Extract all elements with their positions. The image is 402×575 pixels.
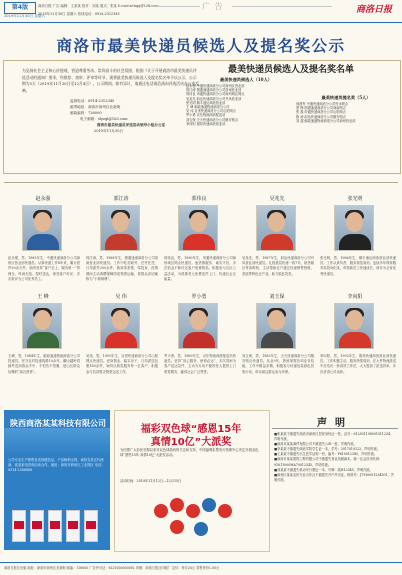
candidate-name: 郭伟良: [191, 196, 207, 202]
list-item: 刘 超 邮政速递物流商洛分公司商州营业部: [296, 118, 356, 123]
candidate-bio: 吴兆先，男，1987年生，韵达快递商洛分公司丹凤营业部快递员。扎根基层快递一线7年，熟悉辖区每条街巷，主动帮助农户通过快递销售核桃、香菇等特色农产品，助力脱贫攻坚。: [242, 256, 314, 276]
list-item: ■商州区某某农民专业合作社不慎遗失开户许可证，核准号：J7910001234501，声明作废。: [274, 472, 394, 482]
list-item: ■商洛市某某商贸有限公司不慎遗失公章一枚，声明作废。: [274, 442, 357, 447]
candidate-photo: [22, 205, 62, 251]
notice-address: 邮寄地址：商洛市商州区北新街: [70, 105, 121, 109]
list-item: ■商洛市某某建筑工程有限公司不慎遗失营业执照副本，统一社会信用代码：91611000MA70012345，声明作废。: [274, 457, 383, 467]
advertisement-banner: [4, 428, 110, 456]
footer-text: 商洛日报社出版 地址：商洛市商州区北新街 邮编：726000 广告许可证：6125004000001 印刷：商洛日报社印刷厂 定价：每月24元 零售每份1.00元: [4, 566, 220, 570]
list-item: 罗小勇 京东物流商洛配送站: [186, 113, 226, 118]
newspaper-logo: 商洛日报: [356, 5, 393, 15]
candidate-bio: 李向阳，男，1992年生，德邦快递商洛营业部快递员。工作积极主动，服务热情周到，在大件物流派送中总结出一套高效工作法，大大提高了派送效率，多次获得公司表彰。: [320, 354, 396, 374]
candidate-photo: [334, 205, 374, 251]
declaration-rule: [272, 428, 398, 429]
candidate-photo: [100, 205, 140, 251]
candidates-list: [186, 84, 294, 126]
declaration-title: 声明: [317, 418, 353, 429]
candidate-name: 吴兆先: [269, 196, 285, 202]
declaration-list: [274, 432, 396, 483]
nominees-list: [296, 102, 396, 123]
header-rule: [0, 22, 402, 23]
header-hotline: 2019年11月30日 星期六 热线电话：0914-2312345: [38, 12, 120, 16]
lottery-date: 活动时间：2019年11月12日—12月15日: [120, 479, 182, 483]
notice-organization: 商洛市最美快递员评选活动领导小组办公室: [96, 123, 166, 127]
candidate-name: 王 峰: [37, 294, 49, 300]
list-item: 郭伟良 申通快递商洛分公司商州城区网点: [186, 92, 245, 97]
candidate-name: 李向阳: [347, 294, 363, 300]
notice-email: 电子邮箱：slyzgl@163.com: [80, 117, 128, 121]
list-item: 李向阳 德邦快递商洛营业部: [186, 121, 226, 126]
list-item: 吴兆先 韵达快递商洛分公司丹凤营业部: [186, 96, 242, 101]
list-item: 张 磊 申通快递商洛分公司山阳网点: [296, 110, 346, 115]
notice-text: 为弘扬社会主义核心价值观，营造尊重劳动、崇尚奋斗的社会氛围，根据《关于开展商洛市最美快递员评选活动的通知》要求，经推荐、初审、评审等环节，现将最美快递员候选人及提名奖名单予以公示，公示期为5天（2019年11月30日至12月4日）。公示期间，如有异议，请通过电话或信函向评选活动办公室反映。: [22, 68, 200, 93]
list-item: 刘玉保 天天快递商洛分公司镇安网点: [186, 117, 239, 122]
list-item: ■李某某不慎遗失商洛学院学生证一本，学号：2017010123，声明作废。: [274, 447, 381, 452]
candidate-bio: 王峰，男，1984年生，邮政速递物流商洛分公司投递员。坚守农村投递线路10余年，翻山越岭将邮件送到群众手中，不怕苦不怕累，是山区群众信赖的“绿衣使者”。: [8, 354, 80, 374]
candidate-bio: 刘玉保，男，1983年生，天天快递商洛分公司镇安网点快递员。从业9年，熟练掌握各项业务技能，工作中精益求精，积极参与快递包装绿色回收行动，带动周边群众参与环保。: [242, 354, 314, 374]
list-item: 陈 涛 韵达快递商洛分公司镇安网点: [296, 114, 346, 119]
candidate-bio: 郭江涛，男，1988年生，圆通速递商洛分公司洛南营业部快递员。工作中吃苦耐劳、任劳任怨，日均派件200余件，做到零差错、零投诉，疫情期间主动请缨保障防疫物资运输，被群众亲切地称为“小郭师傅”。: [86, 256, 158, 281]
candidate-bio: 张光明，男，1986年生，顺丰速运商洛营业部快递员。工作认真负责，服务规范周到，连续多年保持服务零投诉纪录，带领新员工快速成长，被评为全省优秀快递员。: [320, 256, 396, 276]
header-divider-left: [150, 6, 200, 7]
list-item: 张光明 顺丰速运商洛营业部: [186, 100, 226, 105]
candidate-photo: [178, 303, 218, 349]
section-divider: [4, 182, 398, 183]
issue-date: 2019年11月30日 星期六: [4, 14, 45, 18]
footer-rule: [0, 562, 402, 563]
candidate-photo: [256, 303, 296, 349]
candidate-bio: 罗小勇，男，1989年生，京东物流商洛配送站快递员。坚持“用心服务、使命必达”，多次冒雨为客户送达急件，主动为行动不便的老人提供上门收寄服务，赢得社会广泛赞誉。: [164, 354, 236, 374]
candidate-name: 张光明: [347, 196, 363, 202]
candidate-bio: 郭伟良，男，1990年生，申通快递商洛分公司商州城区网点快递员。他热情服务、诚实守信，多次拾金不昧归还客户贵重物品，积极参与社区公益活动，为孤寡老人免费送件上门，传递社会正能量。: [164, 256, 236, 281]
section-label: 广 告: [202, 2, 224, 11]
advertiser-name: 陕西商洛某某科技有限公司: [10, 419, 106, 428]
candidate-bio: 赵永强，男，1985年生，中通快递商洛分公司商州区营业部快递员。从事快递工作8年来，累计派件30余万件，始终坚持“客户至上、服务第一”的理念，风雨无阻，按时送达，深受客户好评，多次被评为公司优秀员工。: [8, 256, 80, 281]
lottery-balls-graphic: [150, 494, 240, 546]
candidate-photo: [100, 303, 140, 349]
header-divider-right: [232, 6, 332, 7]
lottery-text: 为回馈广大彩民长期以来对双色球游戏的关注和支持，中国福利彩票发行管理中心决定开展双色球“感恩15年 真情10亿”大派奖活动。: [120, 448, 259, 457]
notice-date: 2019年11月30日: [94, 129, 124, 133]
candidate-photo: [256, 205, 296, 251]
notice-phone: 监督电话：0914-2312345: [70, 99, 115, 103]
candidates-list-heading: 最美快递员候选人（10人）: [220, 77, 272, 82]
product-bottles: [8, 502, 108, 542]
candidate-name: 赵永强: [35, 196, 51, 202]
page-title: 商洛市最美快递员候选人及提名奖公示: [56, 37, 346, 55]
list-item: ■王某某不慎遗失出生医学证明一份，编号：P610012345，声明作废。: [274, 452, 378, 457]
candidate-photo: [22, 303, 62, 349]
list-item: 郭江涛 圆通速递商洛分公司洛南营业部: [186, 88, 242, 93]
list-title: 最美快递员候选人及提名奖名单: [227, 65, 354, 75]
candidate-name: 罗小勇: [191, 294, 207, 300]
list-item: 王 峰 邮政速递物流商洛分公司: [186, 105, 230, 110]
list-item: 贾 锋 圆通速递商洛分公司商南网点: [296, 106, 346, 111]
notice-postcode: 邮政编码：726000: [70, 111, 102, 115]
list-item: ■刘某某不慎遗失机动车行驶证一本，号牌：陕H12345，声明作废。: [274, 467, 373, 472]
advertisement-text: 公司专业生产销售各类保健饮品，产品畅销全国，诚招各县区代理商，欢迎来电咨询洽谈合作。地址：商洛市商州区工业园区 电话：0914-2388888: [8, 458, 105, 472]
lottery-title-line2: 真情10亿”大派奖: [150, 437, 232, 448]
list-item: 吴 伟 百世快递商洛分公司山阳网点: [186, 109, 236, 114]
candidate-name: 郭江涛: [113, 196, 129, 202]
list-item: 何建军 中通快递商洛分公司柞水网点: [296, 102, 349, 106]
list-item: 赵永强 中通快递商洛分公司商州区营业部: [186, 84, 245, 88]
candidate-photo: [178, 205, 218, 251]
candidate-photo: [334, 303, 374, 349]
list-item: ■张某某不慎遗失商洛市商州区居民身份证一张，证号：612501198501011234，声明作废。: [274, 432, 394, 442]
candidate-name: 刘玉保: [269, 294, 285, 300]
candidate-name: 吴 伟: [115, 294, 127, 300]
candidate-bio: 吴伟，男，1991年生，百世快递商洛分公司山阳网点快递员。爱岗敬业、踏实肯干，日均派送包裹180余件，始终以微笑服务每一位客户，积极参与抗洪救灾物资运送工作。: [86, 354, 158, 374]
page-number: 第4版: [4, 2, 36, 14]
header-editors: 商洛日报·广告 编辑：王某某 校对：刘某 版式：张某 E-mail:slrbgg@126.com: [38, 4, 159, 8]
lottery-title-line1: 福彩双色球“感恩15年: [140, 424, 242, 435]
nominees-list-heading: 最美快递员提名奖（5人）: [321, 95, 371, 100]
